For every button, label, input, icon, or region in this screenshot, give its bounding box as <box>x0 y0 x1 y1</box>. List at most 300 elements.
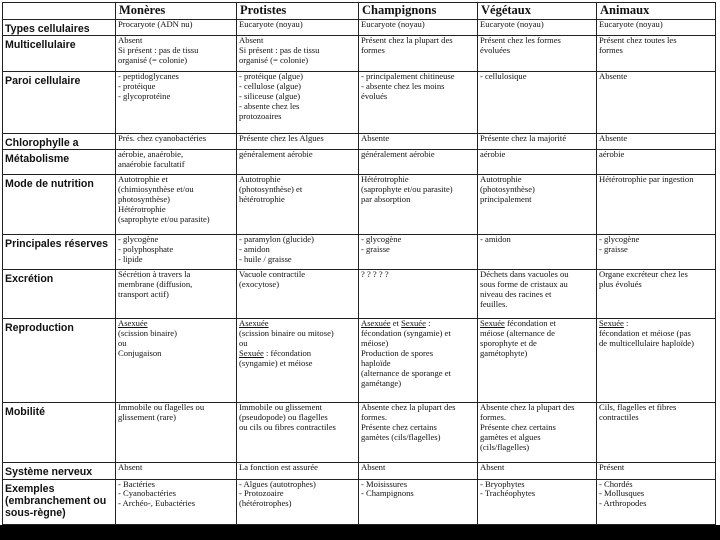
cell-text: transport actif) <box>118 289 169 300</box>
cell-line <box>480 443 594 453</box>
cell-text: Autotrophie et <box>118 174 168 185</box>
cell-line <box>239 255 356 265</box>
cell-line <box>599 245 713 255</box>
cell-text: (alternance de sporange et <box>361 368 451 379</box>
cell-text: (hétérotrophes) <box>239 498 292 509</box>
table-cell <box>478 72 597 134</box>
cell-text: Présent chez la plupart des <box>361 35 453 46</box>
cell-text: - Moisissures <box>361 479 408 489</box>
cell-text: Présent chez toutes les <box>599 35 677 46</box>
cell-line <box>480 235 594 245</box>
cell-text: généralement aérobie <box>361 149 435 160</box>
cell-line <box>480 72 594 82</box>
cell-line <box>480 195 594 205</box>
cell-text: Prés. chez cyanobactéries <box>118 133 207 144</box>
cell-text: méiose (alternance de <box>480 328 555 339</box>
table-cell <box>237 72 359 134</box>
cell-text: ? ? ? ? ? <box>361 269 389 280</box>
bottom-black-band <box>0 525 720 540</box>
cell-text: hétérotrophie <box>239 194 285 205</box>
cell-line <box>239 134 356 144</box>
cell-text: - lipide <box>118 254 143 265</box>
cell-text: - Bactéries <box>118 479 155 489</box>
cell-text: Eucaryote (noyau) <box>361 19 425 29</box>
cell-text: - glycogène <box>361 234 402 245</box>
table-cell <box>116 150 237 175</box>
cell-line <box>239 112 356 122</box>
table-row <box>3 72 716 134</box>
cell-text: feuilles. <box>480 299 508 310</box>
cell-line <box>480 150 594 160</box>
cell-line <box>239 20 356 30</box>
cell-text: Présente chez certains <box>480 422 556 433</box>
cell-text: Présent chez les formes <box>480 35 561 46</box>
table-cell <box>478 270 597 319</box>
cell-text: Présente chez certains <box>361 422 437 433</box>
cell-text: Eucaryote (noyau) <box>480 19 544 29</box>
cell-line <box>599 339 713 349</box>
cell-text: aérobie <box>599 149 625 160</box>
cell-line <box>118 134 234 144</box>
table-row <box>3 36 716 72</box>
cell-text: principalement <box>480 194 532 205</box>
cell-text: fécondation et <box>504 318 556 329</box>
cell-text: gamètes et algues <box>480 432 541 443</box>
cell-text: : fécondation <box>263 348 312 359</box>
table-cell <box>116 72 237 134</box>
cell-line <box>118 255 234 265</box>
cell-text: - Chordés <box>599 479 633 489</box>
table-cell <box>597 20 716 36</box>
cell-text: généralement aérobie <box>239 149 313 160</box>
cell-text: Présent <box>599 462 625 473</box>
cell-text: - Trachéophytes <box>480 488 536 499</box>
cell-line <box>599 175 713 185</box>
table-cell <box>359 235 478 270</box>
table-cell <box>237 479 359 524</box>
cell-text: - cellulose (algue) <box>239 81 302 92</box>
cell-text: (photosynthèse) et <box>239 184 303 195</box>
underlined-term: Asexuée <box>118 318 148 329</box>
cell-text: Présente chez les Algues <box>239 133 324 144</box>
cell-line <box>118 160 234 170</box>
cell-text: - paramylon (glucide) <box>239 234 314 245</box>
cell-line <box>599 72 713 82</box>
row-header <box>3 175 116 235</box>
cell-text: - Mollusques <box>599 488 645 499</box>
cell-line <box>239 280 356 290</box>
cell-text: fécondation et méiose (pas <box>599 328 691 339</box>
comparison-table <box>2 2 716 525</box>
table-row <box>3 270 716 319</box>
cell-text: formes. <box>480 412 507 423</box>
cell-text: ou <box>118 338 127 349</box>
table-row <box>3 20 716 36</box>
table-cell <box>237 36 359 72</box>
cell-text: - protéique <box>118 81 156 92</box>
row-header-line: Mobilité <box>5 406 46 419</box>
cell-line <box>118 56 234 66</box>
table-cell <box>116 175 237 235</box>
column-header-protistes: Protistes <box>237 3 359 20</box>
cell-text: Eucaryote (noyau) <box>599 19 663 29</box>
cell-text: Hétérotrophie <box>361 174 409 185</box>
cell-line <box>239 499 356 509</box>
row-header-line: Exemples <box>5 482 55 495</box>
table-cell <box>359 463 478 479</box>
cell-text: gamétange) <box>361 378 402 389</box>
table-cell <box>478 134 597 150</box>
column-header-vegetaux: Végétaux <box>478 3 597 20</box>
cell-text: Immobile ou flagelles ou <box>118 402 205 413</box>
row-header <box>3 36 116 72</box>
cell-text: - glycogène <box>599 234 640 245</box>
table-cell <box>237 150 359 175</box>
table-cell <box>478 319 597 403</box>
cell-text: Si présent : pas de tissu <box>118 45 199 56</box>
cell-text: : <box>623 318 629 329</box>
cell-text: (saprophyte et/ou parasite) <box>118 214 210 225</box>
table-cell <box>237 463 359 479</box>
table-cell <box>597 270 716 319</box>
cell-text: évolués <box>361 91 388 102</box>
cell-line <box>480 349 594 359</box>
table-cell <box>116 319 237 403</box>
table-row <box>3 150 716 175</box>
cell-text: fécondation (syngamie) et <box>361 328 451 339</box>
row-header <box>3 20 116 36</box>
cell-text: aérobie <box>480 149 506 160</box>
cell-line <box>480 20 594 30</box>
table-cell <box>478 150 597 175</box>
cell-line <box>118 499 234 509</box>
cell-text: Si présent : pas de tissu <box>239 45 320 56</box>
table-cell <box>478 403 597 463</box>
cell-text: protozoaires <box>239 111 282 122</box>
cell-text: - protéique (algue) <box>239 71 303 82</box>
table-cell <box>237 403 359 463</box>
cell-text: (chimiosynthèse et/ou <box>118 184 194 195</box>
cell-line <box>239 329 356 339</box>
cell-text: contractiles <box>599 412 639 423</box>
table-cell <box>237 319 359 403</box>
cell-text: aérobie, anaérobie, <box>118 149 184 160</box>
cell-text: par absorption <box>361 194 411 205</box>
cell-text: La fonction est assurée <box>239 462 318 473</box>
table-row <box>3 403 716 463</box>
row-header-line: Système nerveux <box>5 466 93 479</box>
row-header <box>3 479 116 524</box>
cell-text: Hétérotrophie <box>118 204 166 215</box>
cell-text: sporophyte et de <box>480 338 537 349</box>
cell-text: organisé (= colonie) <box>118 55 188 66</box>
table-cell <box>359 175 478 235</box>
underlined-term: Asexuée <box>239 318 269 329</box>
cell-text: - siliceuse (algue) <box>239 91 301 102</box>
table-cell <box>597 403 716 463</box>
table-cell <box>478 20 597 36</box>
row-header <box>3 319 116 403</box>
table-cell <box>597 463 716 479</box>
cell-text: Cils, flagelles et fibres <box>599 402 677 413</box>
cell-line <box>118 463 234 473</box>
cell-text: formes <box>599 45 623 56</box>
cell-text: (cils/flagelles) <box>480 442 530 453</box>
underlined-term: Sexuée <box>480 318 505 329</box>
table-cell <box>359 403 478 463</box>
cell-text: - graisse <box>361 244 390 255</box>
cell-text: (saprophyte et/ou parasite) <box>361 184 453 195</box>
table-cell <box>116 479 237 524</box>
cell-text: Procaryote (ADN nu) <box>118 19 193 29</box>
cell-line <box>599 280 713 290</box>
row-header-line: Mode de nutrition <box>5 178 94 191</box>
row-header <box>3 463 116 479</box>
corner-cell <box>3 3 116 20</box>
cell-text: - Algues (autotrophes) <box>239 479 316 489</box>
underlined-term: Sexuée <box>599 318 624 329</box>
cell-line <box>480 134 594 144</box>
table-cell <box>478 479 597 524</box>
header-row <box>3 3 716 20</box>
table-cell <box>116 36 237 72</box>
cell-text: Absente chez la plupart des <box>361 402 456 413</box>
cell-text: Vacuole contractile <box>239 269 306 280</box>
cell-line <box>599 46 713 56</box>
table-cell <box>597 150 716 175</box>
cell-line <box>599 463 713 473</box>
row-header-line: Chlorophylle a <box>5 137 79 150</box>
cell-text: et <box>390 318 402 329</box>
underlined-term: Asexuée <box>361 318 391 329</box>
cell-text: glissement (rare) <box>118 412 176 423</box>
cell-line <box>239 359 356 369</box>
cell-text: (exocytose) <box>239 279 280 290</box>
cell-line <box>239 56 356 66</box>
cell-line <box>361 92 475 102</box>
cell-text: niveau des racines et <box>480 289 552 300</box>
row-header <box>3 270 116 319</box>
cell-text: (scission binaire ou mitose) <box>239 328 334 339</box>
cell-line <box>599 499 713 509</box>
cell-text: - amidon <box>480 234 511 245</box>
cell-line <box>118 290 234 300</box>
cell-line <box>118 329 234 339</box>
cell-text: évoluées <box>480 45 511 56</box>
table-cell <box>597 235 716 270</box>
table-cell <box>116 403 237 463</box>
cell-text: - amidon <box>239 244 270 255</box>
table-cell <box>116 270 237 319</box>
cell-text: gamètes (cils/flagelles) <box>361 432 441 443</box>
table-cell <box>597 319 716 403</box>
row-header <box>3 403 116 463</box>
table-cell <box>237 134 359 150</box>
cell-text: plus évolués <box>599 279 642 290</box>
table-cell <box>597 36 716 72</box>
cell-text: Immobile ou glissement <box>239 402 323 413</box>
table-cell <box>359 72 478 134</box>
cell-text: Présente chez la majorité <box>480 133 567 144</box>
cell-text: - glycogène <box>118 234 159 245</box>
cell-text: Production de spores <box>361 348 434 359</box>
cell-line <box>361 245 475 255</box>
table-row <box>3 134 716 150</box>
table-cell <box>237 20 359 36</box>
cell-text: Absente <box>599 71 628 82</box>
cell-text: Déchets dans vacuoles ou <box>480 269 569 280</box>
cell-line <box>118 215 234 225</box>
cell-text: membrane (diffusion, <box>118 279 193 290</box>
row-header <box>3 235 116 270</box>
cell-line <box>361 379 475 389</box>
cell-text: - glycoprotéine <box>118 91 171 102</box>
table-cell <box>359 319 478 403</box>
row-header-line: Principales réserves <box>5 238 109 251</box>
cell-line <box>239 423 356 433</box>
table-cell <box>359 20 478 36</box>
cell-text: Absente <box>361 133 390 144</box>
row-header-line: (embranchement ou <box>5 494 107 507</box>
row-header-line: Types cellulaires <box>5 23 90 35</box>
table-cell <box>116 235 237 270</box>
cell-text: - absente chez les moins <box>361 81 445 92</box>
cell-text: - Champignons <box>361 488 414 499</box>
row-header-line: Paroi cellulaire <box>5 75 81 88</box>
row-header <box>3 72 116 134</box>
row-header-line: sous-règne) <box>5 506 66 519</box>
cell-line <box>361 150 475 160</box>
cell-line <box>599 20 713 30</box>
cell-text: - Cyanobactéries <box>118 488 176 499</box>
cell-text: - cellulosique <box>480 71 527 82</box>
cell-text: - absente chez les <box>239 101 300 112</box>
cell-text: - graisse <box>599 244 628 255</box>
cell-text: photosynthèse) <box>118 194 171 205</box>
cell-text: Absente chez la plupart des <box>480 402 575 413</box>
cell-text: formes <box>361 45 385 56</box>
cell-text: Conjugaison <box>118 348 162 359</box>
underlined-term: Sexuée <box>401 318 426 329</box>
cell-text: de multicellulaire haploïde) <box>599 338 694 349</box>
table-cell <box>116 463 237 479</box>
cell-text: Eucaryote (noyau) <box>239 19 303 29</box>
cell-line <box>361 20 475 30</box>
row-header-line: Métabolisme <box>5 153 70 166</box>
table-row <box>3 463 716 479</box>
table-cell <box>359 36 478 72</box>
table-cell <box>597 134 716 150</box>
table-cell <box>478 235 597 270</box>
cell-line <box>239 463 356 473</box>
cell-text: Organe excréteur chez les <box>599 269 688 280</box>
cell-text: Absent <box>118 462 143 473</box>
underlined-term: Sexuée <box>239 348 264 359</box>
cell-text: anaérobie facultatif <box>118 159 185 170</box>
cell-line <box>239 195 356 205</box>
table-row <box>3 235 716 270</box>
cell-line <box>480 300 594 310</box>
cell-line <box>361 463 475 473</box>
cell-text: Absent <box>239 35 264 46</box>
cell-text: Absente <box>599 133 628 144</box>
table-cell <box>116 20 237 36</box>
row-header-line: Excrétion <box>5 273 54 286</box>
column-header-champignons: Champignons <box>359 3 478 20</box>
table-body <box>3 20 716 525</box>
column-header-moneres: Monères <box>116 3 237 20</box>
cell-text: Sécrétion à travers la <box>118 269 191 280</box>
table-row <box>3 319 716 403</box>
cell-text: méiose) <box>361 338 389 349</box>
cell-line <box>361 195 475 205</box>
cell-text: (pseudopode) ou flagelles <box>239 412 328 423</box>
cell-text: ou <box>239 338 248 349</box>
cell-text: organisé (= colonie) <box>239 55 309 66</box>
cell-line <box>599 134 713 144</box>
cell-text: - Arthropodes <box>599 498 647 509</box>
cell-text: - peptidoglycanes <box>118 71 179 82</box>
cell-line <box>118 92 234 102</box>
table-cell <box>597 72 716 134</box>
cell-text: Hétérotrophie par ingestion <box>599 174 694 185</box>
column-header-animaux: Animaux <box>597 3 716 20</box>
cell-line <box>118 349 234 359</box>
cell-text: Autotrophie <box>239 174 281 185</box>
cell-text: ou cils ou fibres contractiles <box>239 422 336 433</box>
table-row <box>3 479 716 524</box>
table-cell <box>359 150 478 175</box>
cell-line <box>361 489 475 499</box>
table-cell <box>237 270 359 319</box>
table-cell <box>237 235 359 270</box>
cell-text: Absent <box>480 462 505 473</box>
cell-text: - Archéo-, Eubactéries <box>118 498 196 509</box>
cell-line <box>118 20 234 30</box>
cell-line <box>361 433 475 443</box>
row-header-line: Multicellulaire <box>5 39 76 52</box>
table-cell <box>478 463 597 479</box>
cell-line <box>361 270 475 280</box>
cell-line <box>599 413 713 423</box>
cell-text: haploïde <box>361 358 391 369</box>
row-header-line: Reproduction <box>5 322 74 335</box>
table-cell <box>116 134 237 150</box>
table-cell <box>597 479 716 524</box>
cell-text: Autotrophie <box>480 174 522 185</box>
row-header <box>3 150 116 175</box>
cell-text: - Protozoaire <box>239 488 284 499</box>
cell-text: formes. <box>361 412 388 423</box>
cell-text: sous forme de cristaux au <box>480 279 568 290</box>
row-header <box>3 134 116 150</box>
table-cell <box>237 175 359 235</box>
cell-text: - huile / graisse <box>239 254 292 265</box>
cell-text: - principalement chitineuse <box>361 71 455 82</box>
cell-text: (syngamie) et méiose <box>239 358 313 369</box>
cell-text: Absent <box>118 35 143 46</box>
cell-text: (photosynthèse) <box>480 184 535 195</box>
cell-line <box>480 46 594 56</box>
cell-text: Absent <box>361 462 386 473</box>
table-cell <box>478 175 597 235</box>
cell-line <box>361 134 475 144</box>
cell-text: : <box>425 318 431 329</box>
table-cell <box>359 270 478 319</box>
table-cell <box>359 479 478 524</box>
cell-line <box>239 150 356 160</box>
table-row <box>3 175 716 235</box>
